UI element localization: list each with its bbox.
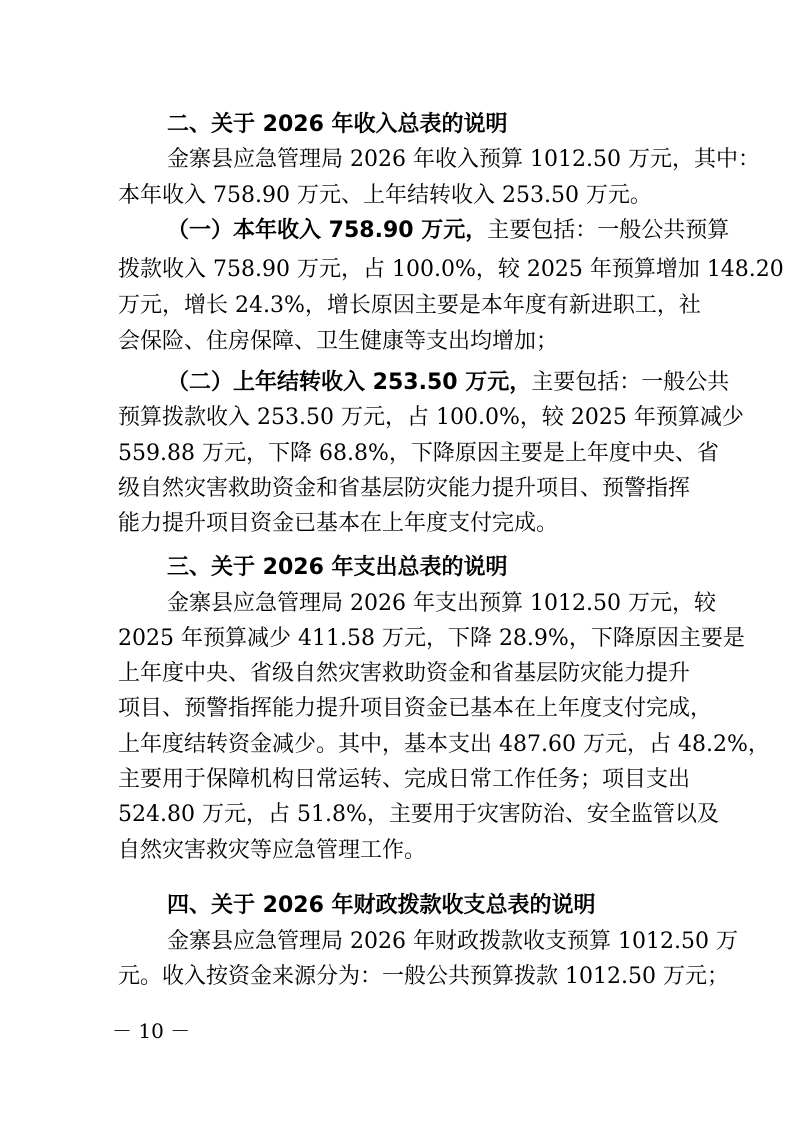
- section-heading-expenditure-summary: 三、关于 2026 年支出总表的说明: [167, 555, 508, 580]
- paragraph-line: 万元，增长 24.3%，增长原因主要是本年度有新进职工，社: [118, 293, 701, 318]
- paragraph-line: 524.80 万元，占 51.8%，主要用于灾害防治、安全监管以及: [118, 802, 719, 827]
- item-current-year-income-lead: [167, 216, 730, 246]
- paragraph-line: 预算拨款收入 253.50 万元，占 100.0%，较 2025 年预算减少: [118, 405, 744, 430]
- paragraph-line: 自然灾害救灾等应急管理工作。: [118, 838, 427, 863]
- item-lead-rest: 主要包括：一般公共: [531, 370, 730, 395]
- paragraph-line: 元。收入按资金来源分为：一般公共预算拨款 1012.50 万元；: [118, 964, 729, 989]
- paragraph-line: 级自然灾害救助资金和省基层防灾能力提升项目、预警指挥: [118, 476, 691, 501]
- paragraph-line: 项目、预警指挥能力提升项目资金已基本在上年度支付完成，: [118, 696, 713, 721]
- paragraph-line: 金寨县应急管理局 2026 年支出预算 1012.50 万元，较: [167, 591, 716, 616]
- page-number: － 10 －: [112, 1019, 191, 1043]
- paragraph-line: 金寨县应急管理局 2026 年财政拨款收支预算 1012.50 万: [167, 929, 738, 954]
- paragraph-line: 559.88 万元，下降 68.8%，下降原因主要是上年度中央、省: [118, 441, 719, 466]
- paragraph-line: 本年收入 758.90 万元、上年结转收入 253.50 万元。: [118, 183, 652, 208]
- item-carryover-income-lead: [167, 368, 730, 398]
- paragraph-line: 上年度结转资金减少。其中，基本支出 487.60 万元，占 48.2%，: [118, 732, 770, 757]
- item-lead-rest: 主要包括：一般公共预算: [487, 218, 730, 243]
- paragraph-line: 金寨县应急管理局 2026 年收入预算 1012.50 万元，其中：: [167, 147, 760, 172]
- paragraph-line: 2025 年预算减少 411.58 万元，下降 28.9%，下降原因主要是: [118, 626, 745, 651]
- paragraph-line: 拨款收入 758.90 万元，占 100.0%，较 2025 年预算增加 148.20: [118, 257, 784, 282]
- item-lead-bold: （一）本年收入 758.90 万元，: [167, 218, 488, 243]
- paragraph-line: 主要用于保障机构日常运转、完成日常工作任务；项目支出: [118, 767, 691, 792]
- section-heading-income-summary: 二、关于 2026 年收入总表的说明: [167, 112, 508, 137]
- item-lead-bold: （二）上年结转收入 253.50 万元，: [167, 370, 532, 395]
- section-heading-fiscal-summary: 四、关于 2026 年财政拨款收支总表的说明: [167, 893, 596, 918]
- paragraph-line: 上年度中央、省级自然灾害救助资金和省基层防灾能力提升: [118, 661, 691, 686]
- paragraph-line: 会保险、住房保障、卫生健康等支出均增加；: [118, 329, 559, 354]
- paragraph-line: 能力提升项目资金已基本在上年度支付完成。: [118, 511, 559, 536]
